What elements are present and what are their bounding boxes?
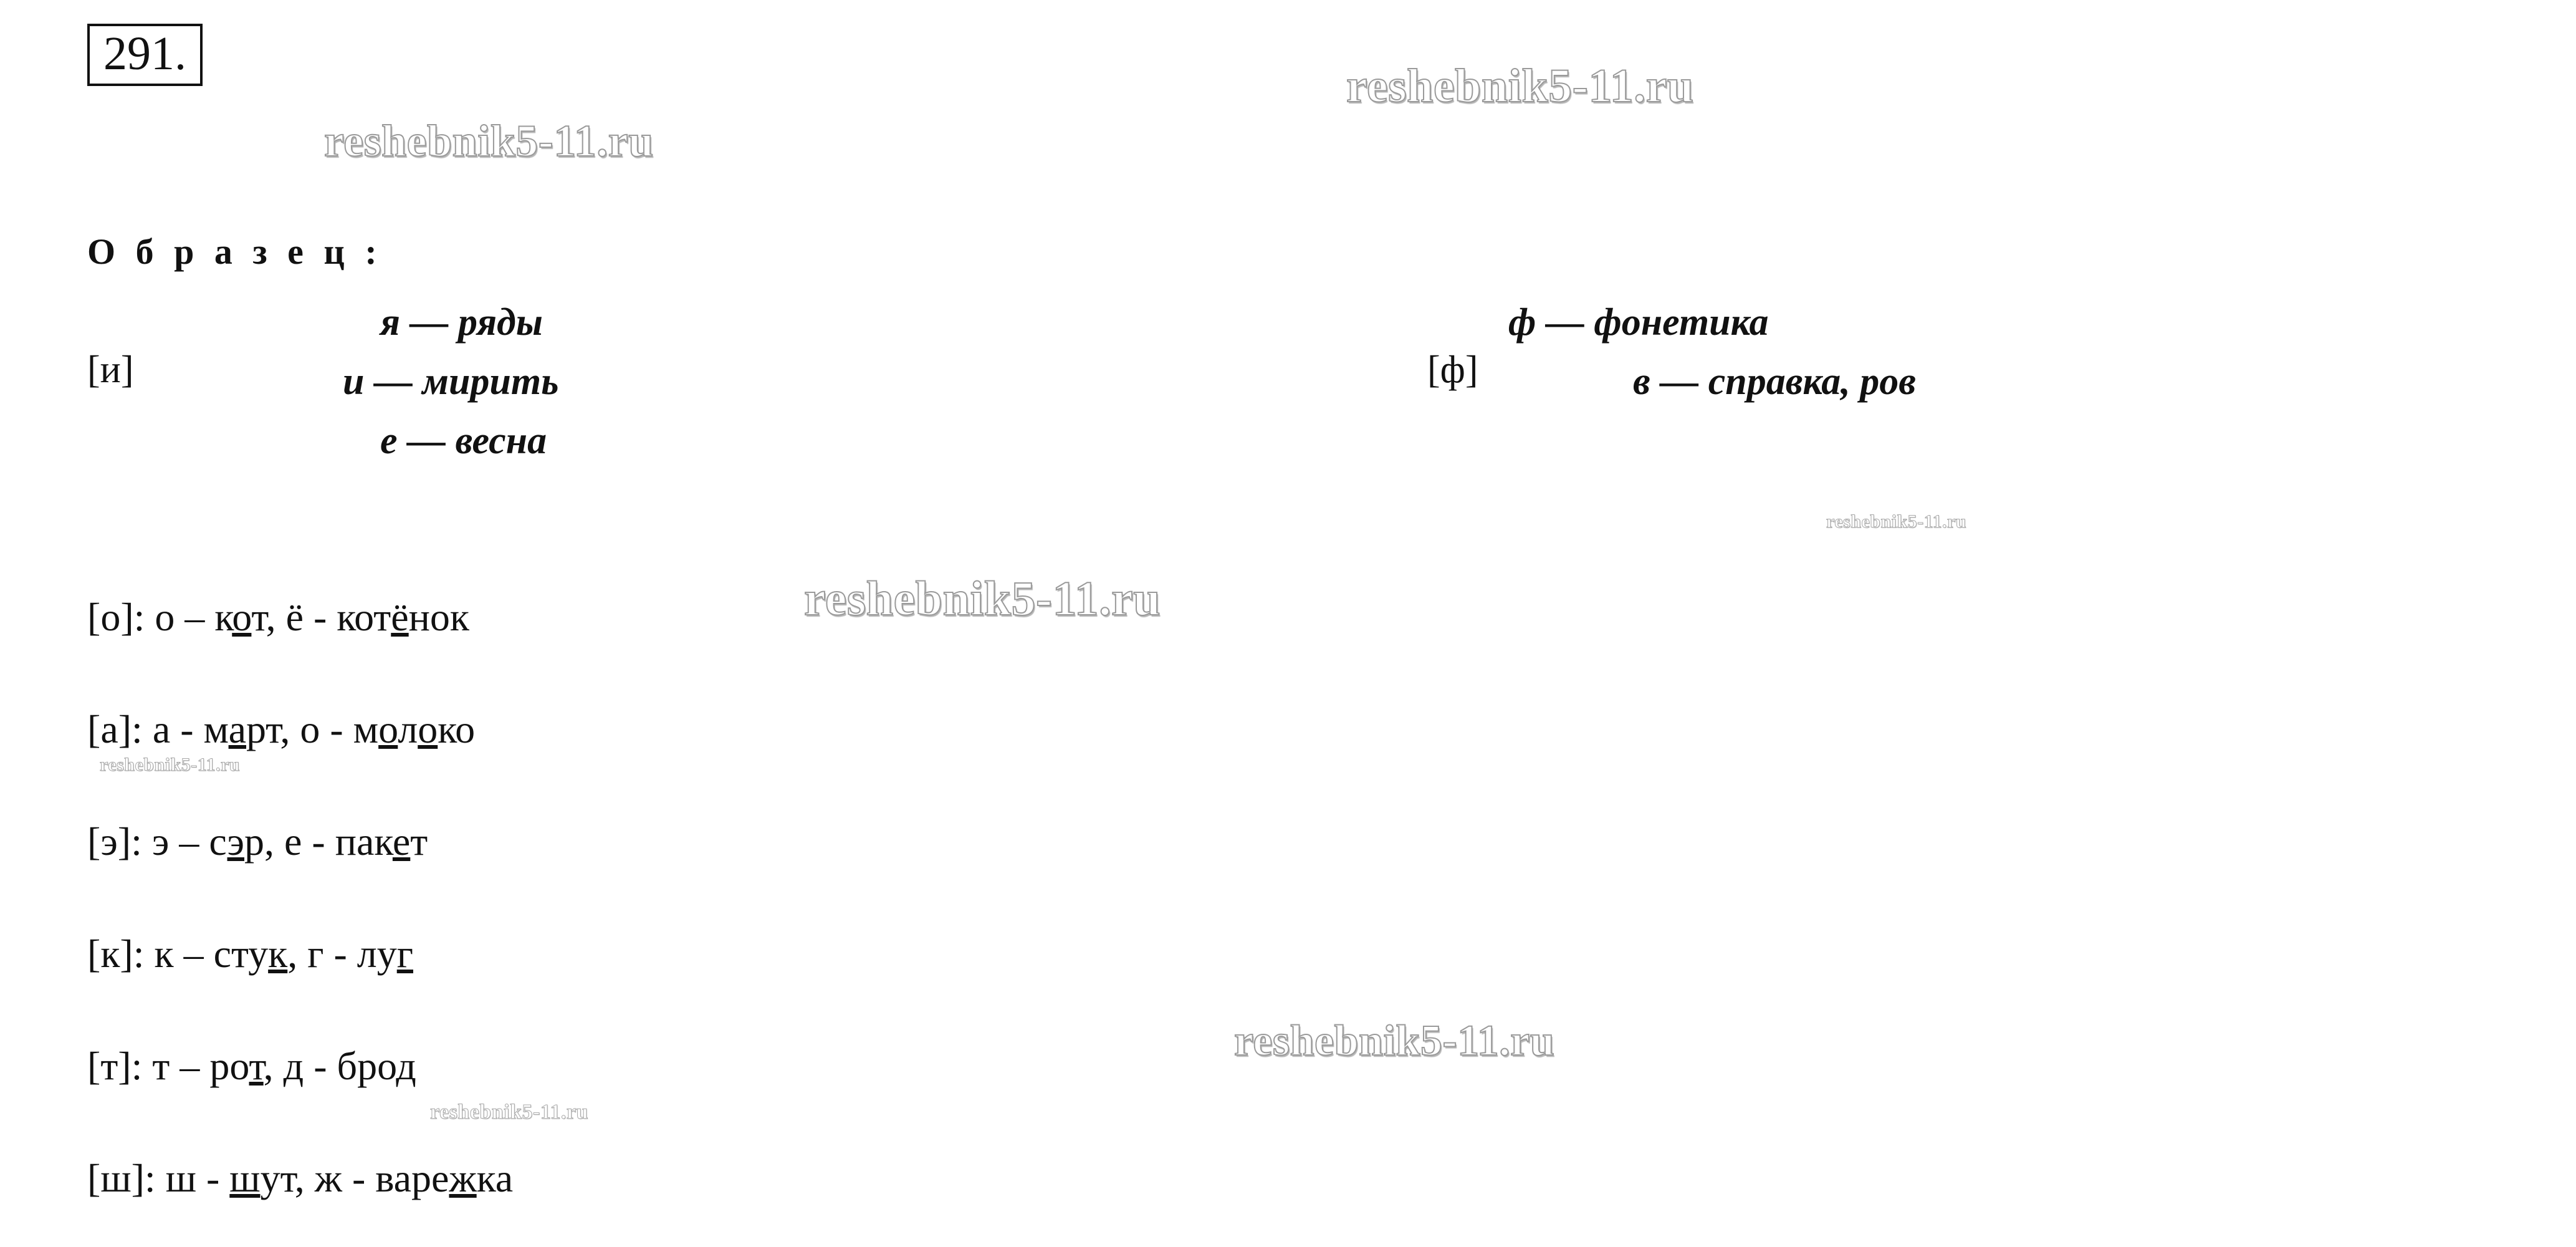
answer-sound: [т]:: [87, 1044, 143, 1088]
sample-heading: О б р а з е ц :: [87, 231, 383, 272]
sample-pair: и — мирить: [343, 360, 559, 403]
watermark: reshebnik5-11.ru: [324, 116, 654, 166]
sample-block: [81, 293, 2387, 480]
watermark: reshebnik5-11.ru: [430, 1100, 588, 1124]
answer-row: [к]: к – стук, г - луг: [87, 932, 413, 976]
sample-pair: ф — фонетика: [1508, 301, 1769, 344]
watermark: reshebnik5-11.ru: [1346, 60, 1694, 112]
watermark: reshebnik5-11.ru: [1826, 511, 1966, 532]
sample-pair: в — справка, ров: [1633, 360, 1916, 403]
watermark: reshebnik5-11.ru: [100, 754, 240, 775]
answer-sound: [э]:: [87, 819, 142, 864]
answer-list: [87, 561, 2456, 1235]
answer-row: [ш]: ш - шут, ж - варежка: [87, 1156, 514, 1200]
sample-pair: е — весна: [380, 420, 547, 462]
exercise-number: 291.: [87, 24, 203, 86]
sound-bracket-i: [и]: [87, 349, 134, 391]
sample-column-left: [343, 293, 1153, 471]
sound-bracket-f: [ф]: [1427, 349, 1478, 391]
answer-row: [о]: о – кот, ё - котёнок: [87, 595, 469, 639]
answer-sound: [а]:: [87, 707, 143, 751]
sample-pair: я — ряды: [380, 301, 543, 344]
answer-sound: [о]:: [87, 595, 145, 639]
sample-column-right: [1508, 293, 2443, 412]
watermark: reshebnik5-11.ru: [1234, 1017, 1555, 1065]
answer-sound: [к]:: [87, 932, 145, 976]
answer-sound: [ш]:: [87, 1156, 156, 1200]
watermark: reshebnik5-11.ru: [804, 571, 1161, 625]
answer-row: [а]: а - март, о - молоко: [87, 707, 476, 751]
answer-row: [т]: т – рот, д - брод: [87, 1044, 416, 1088]
answer-row: [э]: э – сэр, е - пакет: [87, 819, 428, 864]
